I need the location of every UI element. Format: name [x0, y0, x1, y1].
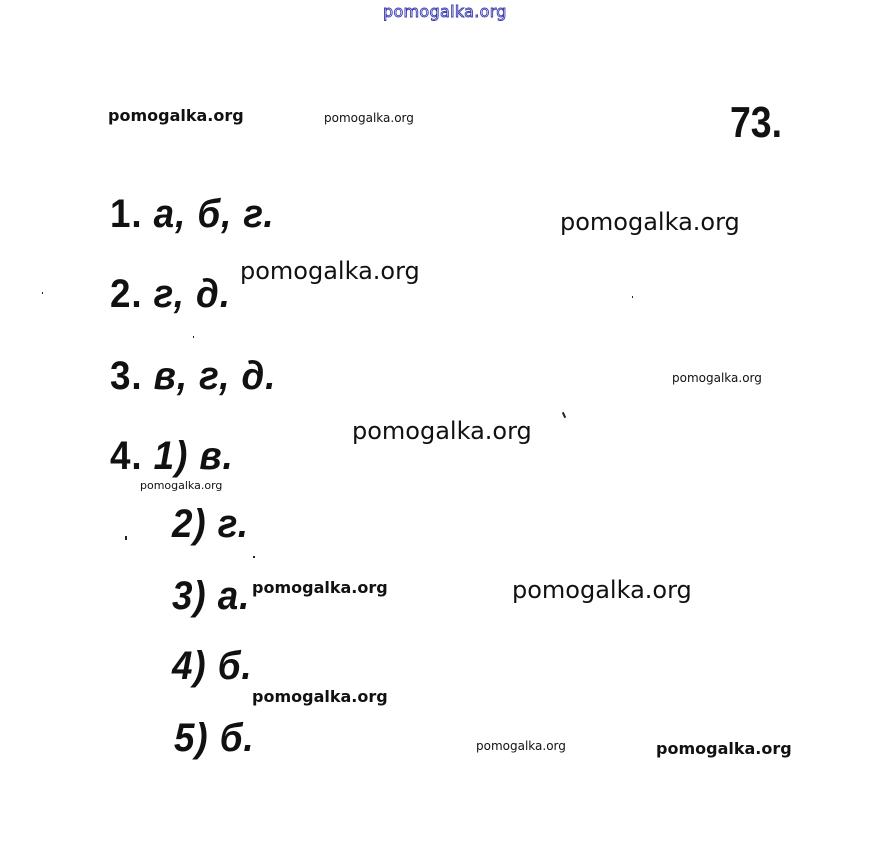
answer-text: г, д. [153, 272, 231, 316]
scan-speck [253, 556, 255, 558]
watermark: pomogalka.org [324, 111, 414, 125]
answer-row-2 [110, 272, 231, 317]
scan-speck [632, 296, 633, 298]
watermark: pomogalka.org [352, 417, 532, 445]
answer-text: а, б, г. [153, 192, 275, 236]
answer-number: 2. [110, 272, 143, 316]
watermark: pomogalka.org [476, 739, 566, 753]
watermark: pomogalka.org [672, 371, 762, 385]
watermark: pomogalka.org [140, 479, 223, 492]
answer-number: 1. [110, 192, 143, 236]
sub-answer-2: 2) г. [172, 502, 249, 546]
watermark: pomogalka.org [560, 208, 740, 236]
scan-speck [125, 536, 127, 540]
page-number: 73. [730, 98, 782, 147]
answer-row-4 [110, 434, 234, 479]
watermark-top: pomogalka.org [383, 2, 507, 21]
scan-speck [562, 412, 566, 418]
sub-answer-4: 4) б. [172, 644, 253, 688]
scan-speck [42, 292, 43, 294]
answer-number: 3. [110, 354, 143, 398]
answer-text: 1) в. [153, 434, 234, 478]
answer-row-3 [110, 354, 276, 399]
sub-answer-3: 3) а. [172, 574, 251, 618]
scan-speck [193, 336, 194, 338]
watermark: pomogalka.org [108, 106, 244, 125]
answer-text: в, г, д. [153, 354, 277, 398]
watermark: pomogalka.org [512, 576, 692, 604]
sub-answer-5: 5) б. [174, 716, 255, 760]
answer-row-1 [110, 192, 275, 237]
watermark: pomogalka.org [252, 578, 388, 597]
watermark: pomogalka.org [240, 257, 420, 285]
answer-number: 4. [110, 434, 143, 478]
watermark: pomogalka.org [656, 739, 792, 758]
watermark: pomogalka.org [252, 687, 388, 706]
